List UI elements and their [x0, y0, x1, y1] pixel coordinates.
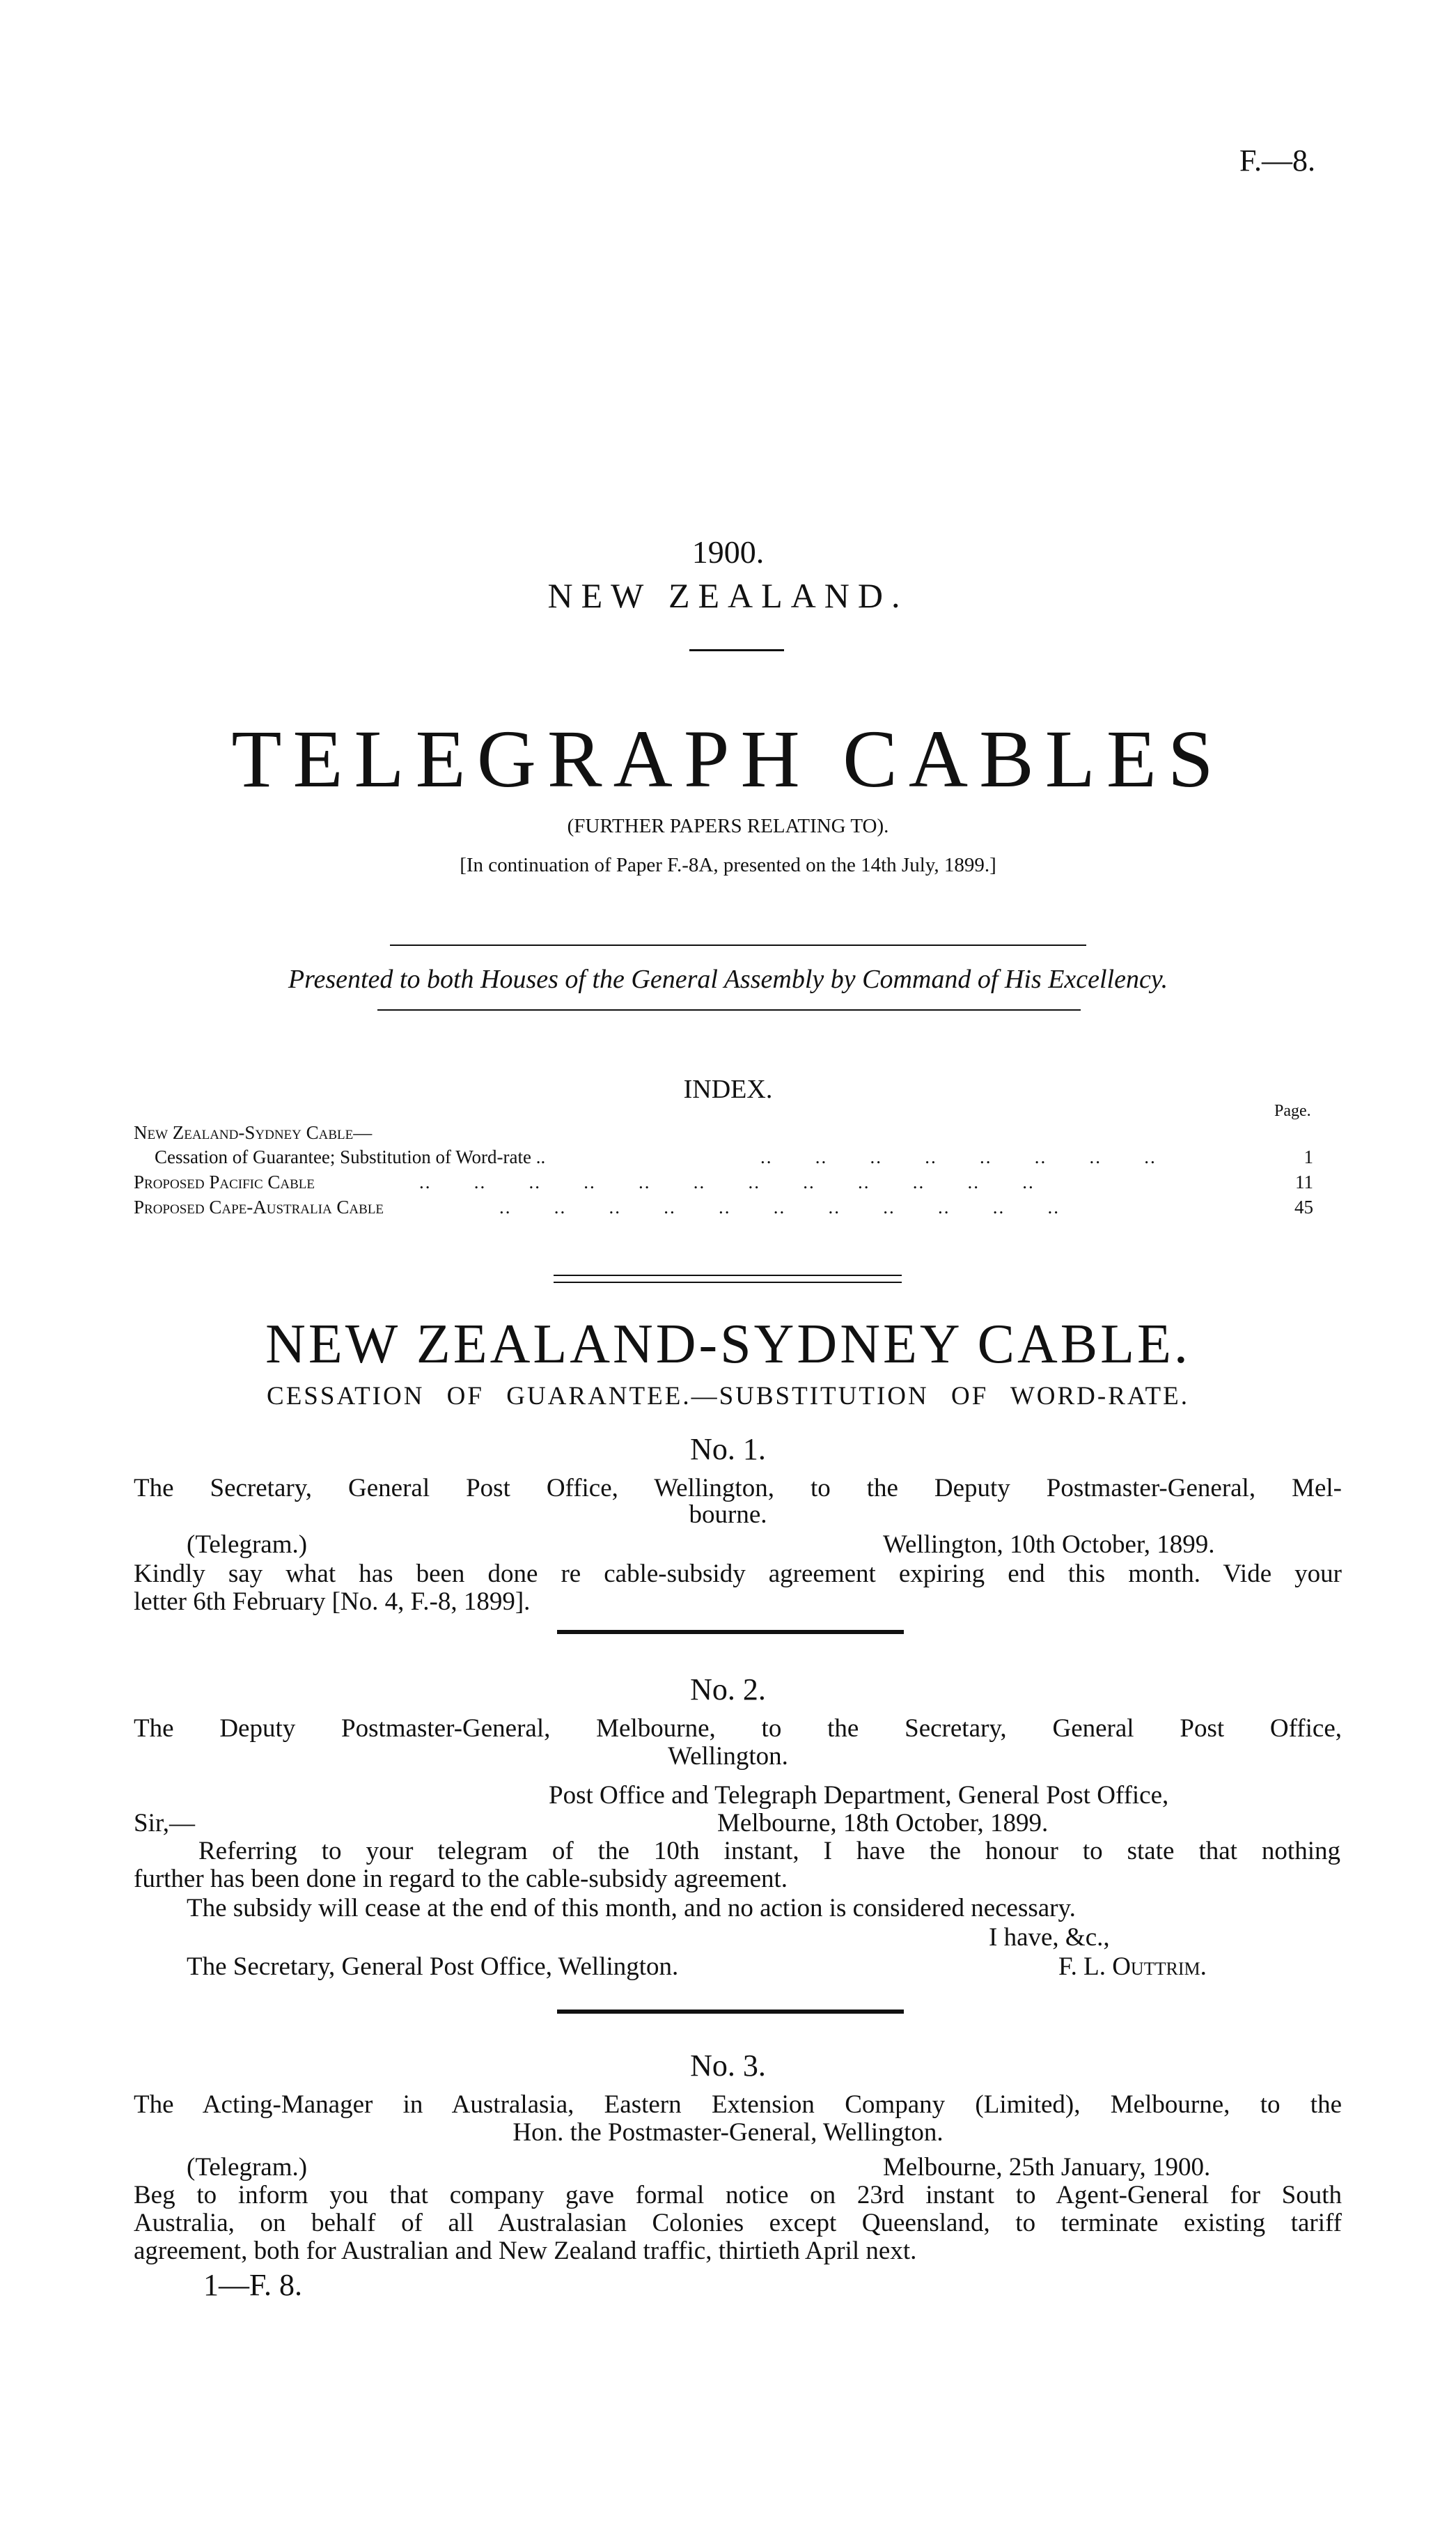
- double-rule-bottom: [554, 1282, 902, 1283]
- no1-body-a: Kindly say what has been done re cable-subsidy agreement expiring end this month. Vide your: [134, 1560, 1342, 1588]
- no1-type: (Telegram.): [187, 1530, 308, 1559]
- no3-body-c: agreement, both for Australian and New Zealand traffic, thirtieth April next.: [134, 2237, 917, 2265]
- no3-heading-a: The Acting-Manager in Australasia, Eastern Extension Company (Limited), Melbourne, to the: [134, 2090, 1342, 2119]
- no2-closing: I have, &c.,: [989, 1923, 1110, 1952]
- main-title: TELEGRAPH CABLES: [231, 713, 1225, 804]
- index-heading: INDEX.: [683, 1075, 773, 1104]
- no3-place-date: Melbourne, 25th January, 1900.: [883, 2153, 1211, 2182]
- subtitle: (FURTHER PAPERS RELATING TO).: [567, 815, 889, 837]
- no1-body-b: letter 6th February [No. 4, F.-8, 1899].: [134, 1587, 531, 1616]
- index-row-page: 11: [1295, 1172, 1313, 1192]
- continuation-note: [In continuation of Paper F.-8A, presented on the 14th July, 1899.]: [460, 854, 996, 876]
- no3-heading-b: Hon. the Postmaster-General, Wellington.: [512, 2118, 944, 2147]
- no2-salutation: Sir,—: [134, 1809, 195, 1837]
- thick-rule-1: [557, 1630, 904, 1634]
- no1-heading-b: bourne.: [689, 1500, 767, 1529]
- no2-signature: F. L. Outtrim.: [1058, 1952, 1207, 1981]
- index-row-dots: .. .. .. .. .. .. .. .. .. .. .. ..: [419, 1172, 1035, 1192]
- no3-type: (Telegram.): [187, 2153, 308, 2182]
- no1-place-date: Wellington, 10th October, 1899.: [883, 1530, 1215, 1559]
- index-row-page: 1: [1304, 1146, 1313, 1167]
- index-row-cape: [134, 1197, 1317, 1220]
- no2-recipient: The Secretary, General Post Office, Wellington.: [187, 1952, 679, 1981]
- doc-number-3: No. 3.: [690, 2049, 766, 2083]
- index-row-pacific: [134, 1172, 1317, 1195]
- rule-long-2: [377, 1009, 1081, 1011]
- index-row-label: Cessation of Guarantee; Substitution of Word-rate ..: [155, 1146, 546, 1167]
- rule-short-1: [689, 649, 784, 651]
- no2-address-a: Post Office and Telegraph Department, General Post Office,: [549, 1781, 1169, 1810]
- no2-address-b: Melbourne, 18th October, 1899.: [717, 1809, 1049, 1837]
- no2-heading-a: The Deputy Postmaster-General, Melbourne, to the Secretary, General Post Office,: [134, 1714, 1342, 1743]
- index-page-label: Page.: [1274, 1102, 1311, 1120]
- no3-body-a: Beg to inform you that company gave formal notice on 23rd instant to Agent-General for South: [134, 2181, 1342, 2209]
- no3-body-b: Australia, on behalf of all Australasian Colonies except Queensland, to terminate existing tariff: [134, 2209, 1342, 2237]
- no2-body-b: further has been done in regard to the cable-subsidy agreement.: [134, 1865, 788, 1893]
- no2-heading-b: Wellington.: [668, 1742, 788, 1771]
- thick-rule-2: [557, 2010, 904, 2014]
- no1-heading-a: The Secretary, General Post Office, Wellington, to the Deputy Postmaster-General, Mel-: [134, 1474, 1342, 1502]
- index-row-page: 45: [1294, 1197, 1313, 1218]
- index-row-dots: .. .. .. .. .. .. .. .. .. .. ..: [499, 1197, 1060, 1218]
- doc-number-1: No. 1.: [690, 1432, 766, 1466]
- country: NEW ZEALAND.: [547, 576, 909, 615]
- index-group-heading: New Zealand-Sydney Cable—: [134, 1122, 373, 1143]
- no2-body-c: The subsidy will cease at the end of this month, and no action is considered necessary.: [187, 1894, 1076, 1922]
- doc-number-2: No. 2.: [690, 1672, 766, 1707]
- page-footer-signature: 1—F. 8.: [203, 2268, 302, 2302]
- year: 1900.: [691, 534, 765, 570]
- double-rule-top: [554, 1275, 902, 1276]
- section-subtitle: CESSATION OF GUARANTEE.—SUBSTITUTION OF WORD-RATE.: [267, 1382, 1189, 1410]
- index-row-dots: .. .. .. .. .. .. .. ..: [760, 1146, 1157, 1167]
- no2-body-a: Referring to your telegram of the 10th instant, I have the honour to state that nothing: [198, 1837, 1340, 1865]
- presented-note: Presented to both Houses of the General Assembly by Command of His Excellency.: [288, 965, 1168, 994]
- section-title: NEW ZEALAND-SYDNEY CABLE.: [265, 1314, 1191, 1375]
- page-reference: F.—8.: [1239, 143, 1315, 178]
- rule-long-1: [390, 945, 1086, 946]
- index-row-label: Proposed Cape-Australia Cable: [134, 1197, 384, 1218]
- index-row-label: Proposed Pacific Cable: [134, 1172, 315, 1192]
- index-row-guarantee: [134, 1146, 1317, 1170]
